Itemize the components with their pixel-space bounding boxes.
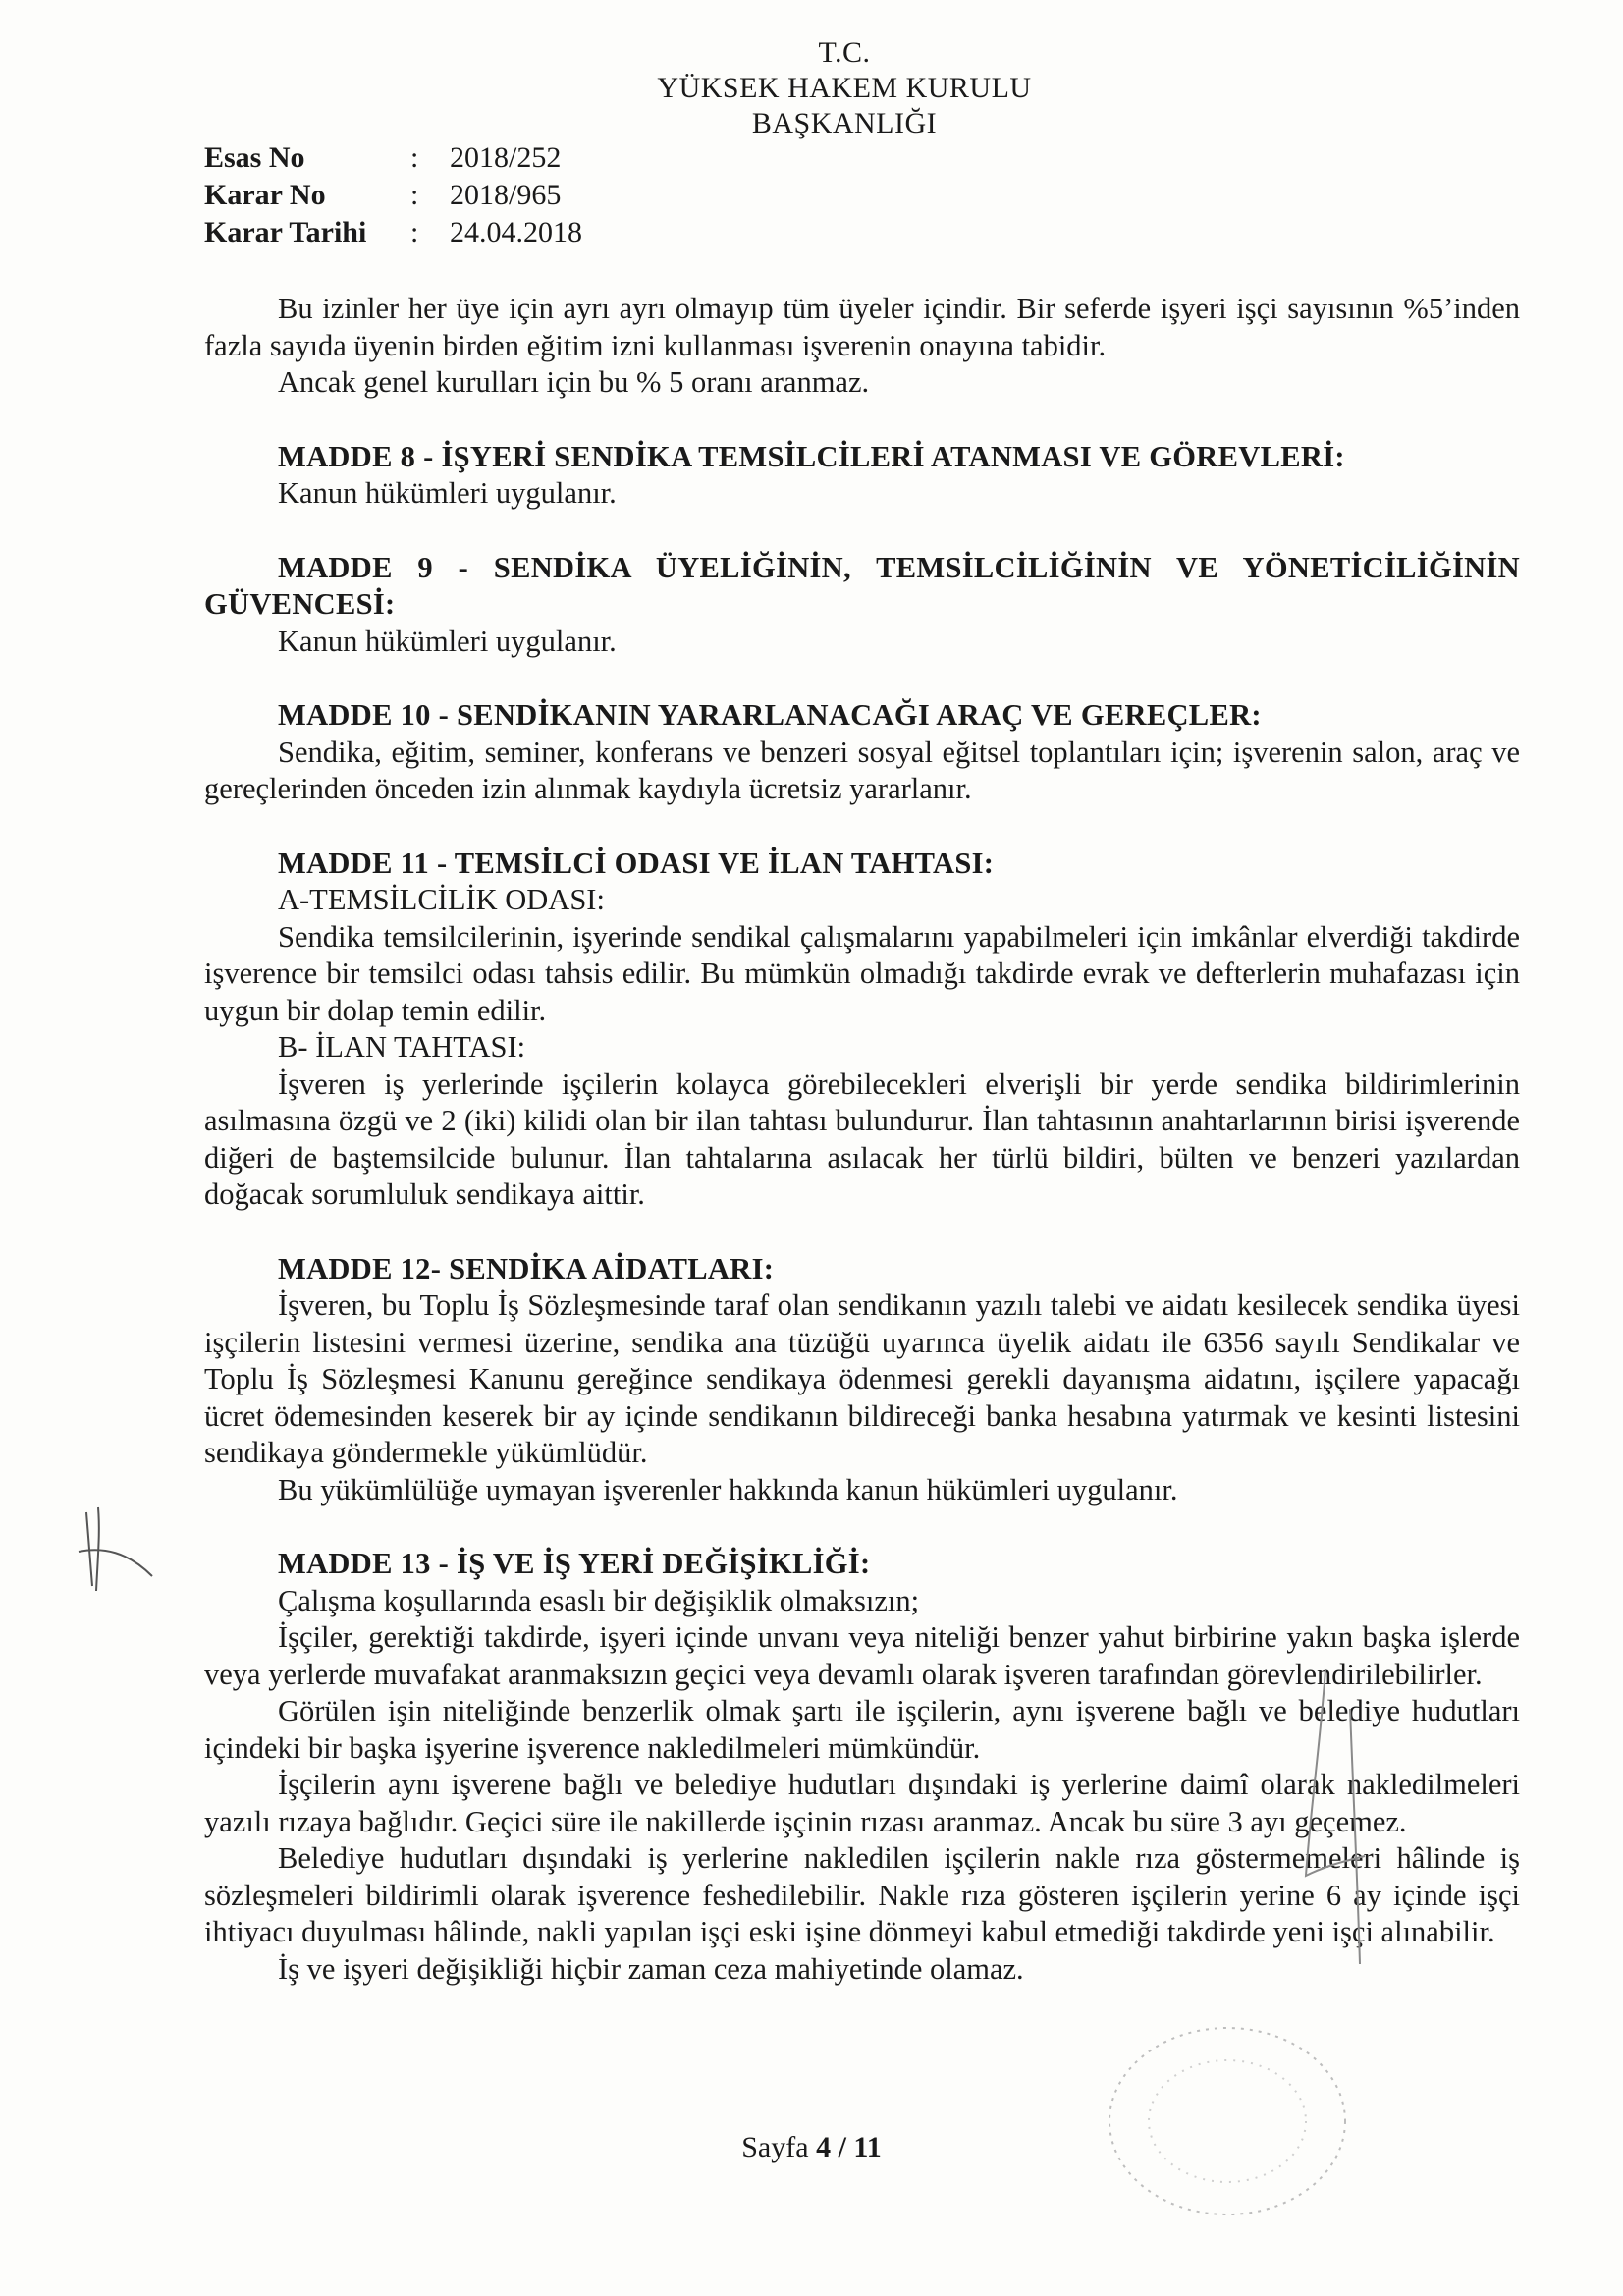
meta-value: 2018/965 xyxy=(450,179,562,211)
article-10-title: MADDE 10 - SENDİKANIN YARARLANACAĞI ARAÇ VE GEREÇLER: xyxy=(278,698,1262,732)
article-11-text-b: İşveren iş yerlerinde işçilerin kolayca görebilecekleri elverişli bir yerde sendika bildirimlerinin asılmasına özgü ve 2 (iki) kilidi olan bir ilan tahtası bulundurur. İlan tahtasının anahtarlarının birisi işverende diğeri de baştemsilcide bulunur. İlan tahtalarına asılacak her türlü bildiri, bülten ve benzeri yazılardan doğacak sorumluluk sendikaya aittir. xyxy=(204,1066,1520,1211)
article-9-text: Kanun hükümleri uygulanır. xyxy=(278,624,617,658)
handwritten-initial-mark xyxy=(59,1493,167,1611)
article-13-text: Görülen işin niteliğinde benzerlik olmak şartı ile işçilerin, aynı işverene bağlı ve belediye hudutları içindeki bir başka işyerine işverence nakledilmeleri mümkündür. xyxy=(204,1694,1520,1765)
meta-label: Karar Tarihi xyxy=(204,216,367,248)
page-footer xyxy=(0,2131,1623,2164)
meta-row-tarih xyxy=(204,214,582,251)
article-9-title: MADDE 9 - SENDİKA ÜYELİĞİNİN, TEMSİLCİLİĞİNİN VE YÖNETİCİLİĞİNİN GÜVENCESİ: xyxy=(204,550,1520,621)
page-label: Sayfa xyxy=(741,2131,809,2163)
meta-row-esas xyxy=(204,139,582,177)
header-line-name: YÜKSEK HAKEM KURULU xyxy=(657,72,1032,104)
article-8-title: MADDE 8 - İŞYERİ SENDİKA TEMSİLCİLERİ ATANMASI VE GÖREVLERİ: xyxy=(278,439,1345,473)
meta-label: Karar No xyxy=(204,179,326,211)
article-11-sub-b: B- İLAN TAHTASI: xyxy=(278,1030,526,1064)
article-12-text: İşveren, bu Toplu İş Sözleşmesinde taraf olan sendikanın yazılı talebi ve aidatı kesilecek sendika üyesi işçilerin listesini vermesi üzerine, sendika ana tüzüğü uyarınca üyelik aidatı ile 6356 sayılı Sendikalar ve Toplu İş Sözleşmesi Kanunu gereğince sendikaya ödenmesi gerekli dayanışma aidatını, işçilere yapacağı ücret ödemesinden keserek bir ay içinde sendikanın bildireceği banka hesabına yatırmak ve kesinti listesini sendikaya göndermekle yükümlüdür. xyxy=(204,1288,1520,1469)
article-13-text: İşçilerin aynı işverene bağlı ve belediye hudutları dışındaki iş yerlerine daimî olarak nakledilmeleri yazılı rızaya bağlıdır. Geçici süre ile nakillerde işçinin rızası aranmaz. Ancak bu süre 3 ayı geçemez. xyxy=(204,1768,1520,1838)
article-12-text: Bu yükümlülüğe uymayan işverenler hakkında kanun hükümleri uygulanır. xyxy=(278,1472,1178,1506)
header-line-tc: T.C. xyxy=(818,36,871,69)
article-8-text: Kanun hükümleri uygulanır. xyxy=(278,476,617,510)
page-number: 4 / 11 xyxy=(816,2131,882,2163)
article-11-title: MADDE 11 - TEMSİLCİ ODASI VE İLAN TAHTASI: xyxy=(278,846,995,880)
article-11-sub-a: A-TEMSİLCİLİK ODASI: xyxy=(278,883,605,916)
article-13-text: Çalışma koşullarında esaslı bir değişiklik olmaksızın; xyxy=(278,1583,920,1617)
faded-seal-stamp xyxy=(1060,2003,1365,2229)
article-13-text: İş ve işyeri değişikliği hiçbir zaman ceza mahiyetinde olamaz. xyxy=(278,1951,1024,1986)
paragraph: Ancak genel kurulları için bu % 5 oranı aranmaz. xyxy=(278,365,870,399)
institution-header xyxy=(589,35,1100,141)
meta-label: Esas No xyxy=(204,141,305,174)
meta-value: 2018/252 xyxy=(450,141,562,174)
article-13-title: MADDE 13 - İŞ VE İŞ YERİ DEĞİŞİKLİĞİ: xyxy=(278,1547,871,1580)
meta-row-karar xyxy=(204,177,582,214)
article-13-text: Belediye hudutları dışındaki iş yerlerine nakledilen işçilerin nakle rıza göstermemeleri hâlinde iş sözleşmeleri bildirimli olarak işverence feshedilebilir. Nakle rıza gösteren işçilerin yerine 6 ay içinde işçi ihtiyacı duyulması hâlinde, nakli yapılan işçi eski işine dönmeyi kabul etmediği takdirde yeni işçi alınabilir. xyxy=(204,1841,1520,1948)
article-13-text: İşçiler, gerektiği takdirde, işyeri içinde unvanı veya niteliği benzer yahut birbirine yakın başka işlerde veya yerlerde muvafakat aranmaksızın geçici veya devamlı olarak işveren tarafından görevlendirilebilirler. xyxy=(204,1620,1520,1691)
meta-colon: : xyxy=(410,141,419,174)
meta-value: 24.04.2018 xyxy=(450,216,582,248)
article-11-text-a: Sendika temsilcilerinin, işyerinde sendikal çalışmalarını yapabilmeleri için imkânlar elverdiği takdirde işverence bir temsilci odası tahsis edilir. Bu mümkün olmadığı takdirde evrak ve defterlerin muhafazası için uygun bir dolap temin edilir. xyxy=(204,919,1520,1027)
meta-colon: : xyxy=(410,179,419,211)
case-meta xyxy=(204,139,582,251)
header-line-presidency: BAŞKANLIĞI xyxy=(751,107,938,139)
article-12-title: MADDE 12- SENDİKA AİDATLARI: xyxy=(278,1251,775,1285)
paragraph: Bu izinler her üye için ayrı ayrı olmayıp tüm üyeler içindir. Bir seferde işyeri işçi sayısının %5’inden fazla sayıda üyenin birden eğitim izni kullanması işverenin onayına tabidir. xyxy=(204,292,1520,362)
handwritten-signature xyxy=(1267,1650,1404,2013)
article-10-text: Sendika, eğitim, seminer, konferans ve benzeri sosyal eğitsel toplantıları için; işverenin salon, araç ve gereçlerinden önceden izin alınmak kaydıyla ücretsiz yararlanır. xyxy=(204,735,1520,805)
meta-colon: : xyxy=(410,216,419,248)
